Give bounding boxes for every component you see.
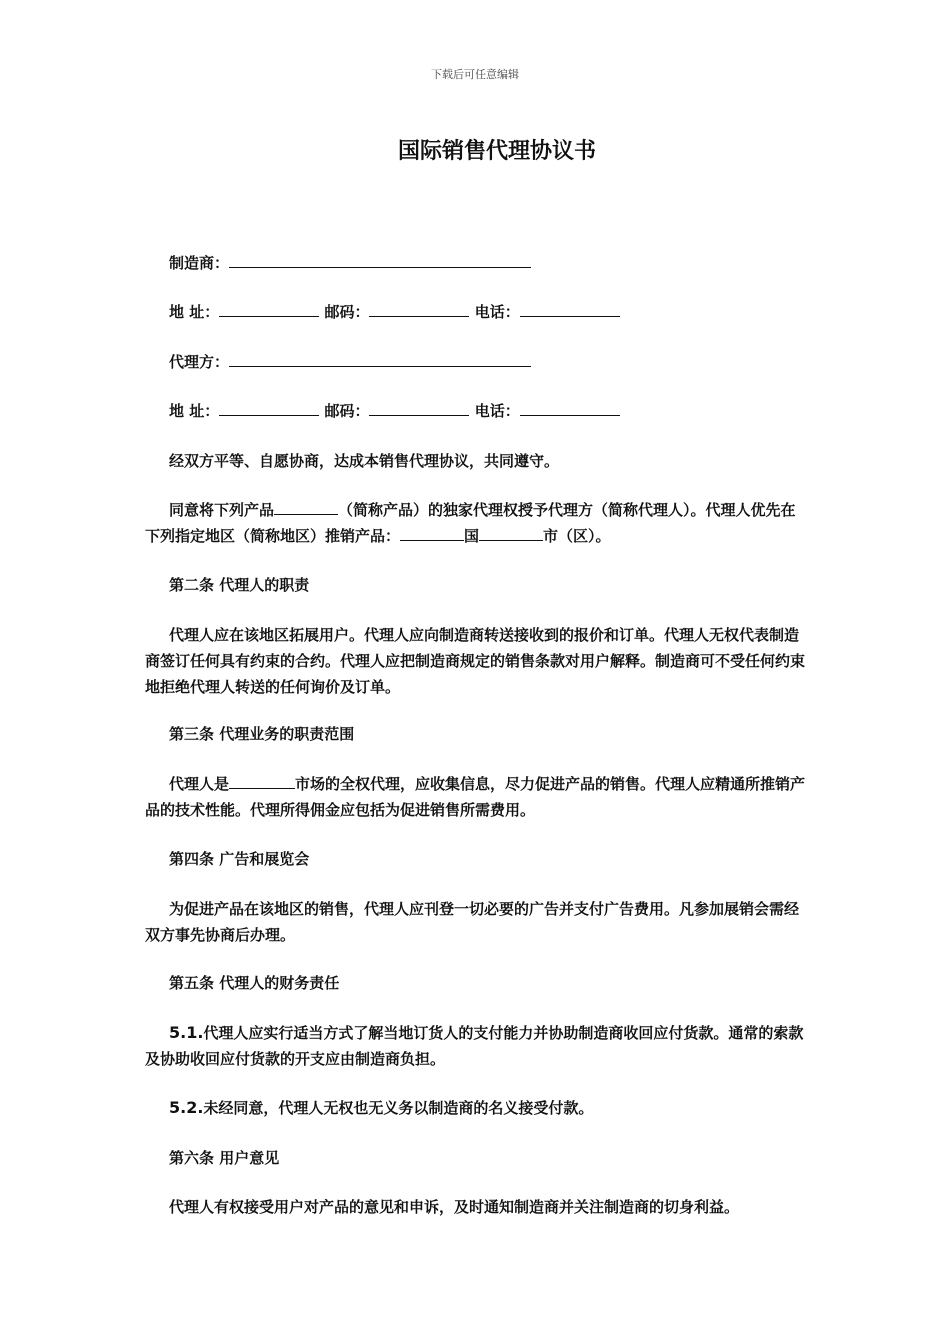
article-3-text-2: 市场的全权代理，应收集信息，尽力促进产品的销售。代理人应精通所推销产品的技术性能。代理所得佣金应包括为促进销售所需费用。 (145, 775, 806, 819)
header-note: 下载后可任意编辑 (431, 68, 519, 81)
country-blank[interactable] (400, 524, 464, 541)
phone-label: 电话： (474, 303, 520, 321)
clause-5-1-number: 5.1. (169, 1023, 204, 1042)
manufacturer-label: 制造商： (169, 254, 230, 272)
article-6-heading: 第六条 用户意见 (169, 1149, 280, 1167)
clause-5-1 (145, 1020, 807, 1072)
grant-text-1: 同意将下列产品 (169, 501, 275, 519)
phone-label: 电话： (474, 402, 520, 420)
grant-paragraph (145, 497, 807, 549)
article-3-text-1: 代理人是 (169, 775, 230, 793)
product-blank[interactable] (274, 498, 338, 515)
manufacturer-postcode-blank[interactable] (369, 300, 469, 317)
manufacturer-address-blank[interactable] (219, 300, 319, 317)
postcode-label: 邮码： (324, 303, 370, 321)
clause-5-1-text: 代理人应实行适当方式了解当地订货人的支付能力并协助制造商收回应付货款。通常的索款及协助收回应付货款的开支应由制造商负担。 (145, 1024, 804, 1068)
manufacturer-contact-line (145, 299, 831, 325)
article-2-heading: 第二条 代理人的职责 (169, 576, 310, 594)
city-blank[interactable] (479, 524, 543, 541)
agent-postcode-blank[interactable] (369, 399, 469, 416)
agent-line (145, 349, 831, 375)
agent-phone-blank[interactable] (520, 399, 620, 416)
manufacturer-line (145, 250, 831, 276)
market-blank[interactable] (229, 772, 295, 789)
clause-5-2-number: 5.2. (169, 1098, 204, 1117)
document-title: 国际销售代理协议书 (398, 138, 597, 164)
grant-text-2: （简称产品）的独家代理权授予代理方（简称代理人）。代理人优先在下列指定地区（简称地区）推销产品： (145, 501, 796, 545)
address-label: 地 址： (169, 402, 220, 420)
grant-text-3: 国 (464, 527, 480, 545)
manufacturer-blank[interactable] (229, 251, 531, 268)
article-4-body: 为促进产品在该地区的销售，代理人应刊登一切必要的广告并支付广告费用。凡参加展销会需经双方事先协商后办理。 (145, 900, 800, 944)
agent-contact-line (145, 398, 831, 424)
article-5-heading: 第五条 代理人的财务责任 (169, 974, 340, 992)
article-3-heading: 第三条 代理业务的职责范围 (169, 725, 355, 743)
article-4-heading: 第四条 广告和展览会 (169, 850, 310, 868)
article-6-body: 代理人有权接受用户对产品的意见和申诉，及时通知制造商并关注制造商的切身利益。 (169, 1198, 740, 1216)
agent-blank[interactable] (229, 350, 531, 367)
manufacturer-phone-blank[interactable] (520, 300, 620, 317)
grant-text-4: 市（区）。 (543, 527, 611, 545)
article-2-body: 代理人应在该地区拓展用户。代理人应向制造商转送接收到的报价和订单。代理人无权代表制造商签订任何具有约束的合约。代理人应把制造商规定的销售条款对用户解释。制造商可不受任何约束地拒绝代理人转送的任何询价及订单。 (145, 626, 806, 696)
article-3-body (145, 771, 807, 823)
address-label: 地 址： (169, 303, 220, 321)
intro-paragraph: 经双方平等、自愿协商，达成本销售代理协议，共同遵守。 (169, 452, 560, 470)
postcode-label: 邮码： (324, 402, 370, 420)
agent-label: 代理方： (169, 353, 230, 371)
clause-5-2 (145, 1095, 807, 1121)
clause-5-2-text: 未经同意，代理人无权也无义务以制造商的名义接受付款。 (203, 1099, 594, 1117)
agent-address-blank[interactable] (219, 399, 319, 416)
